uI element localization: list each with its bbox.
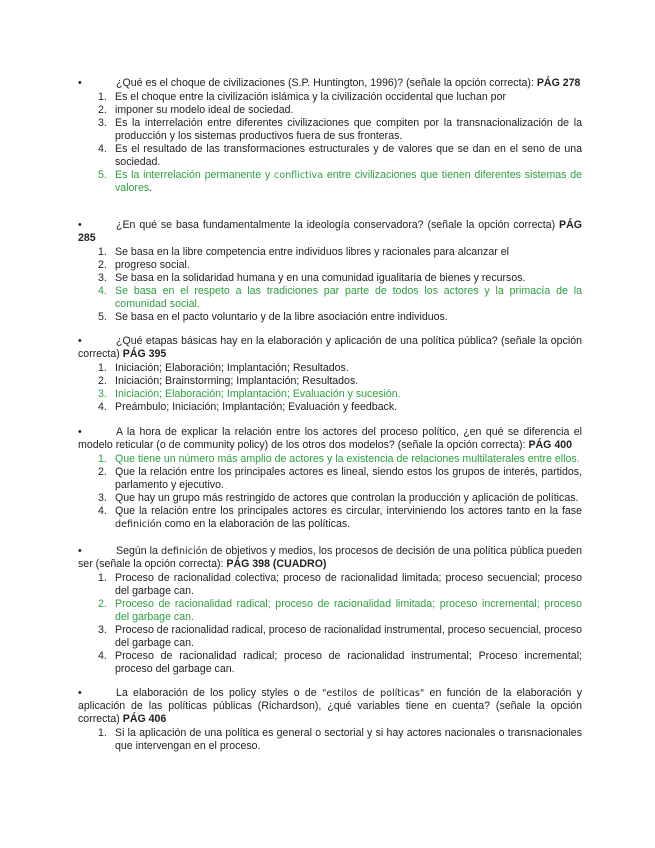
question-prompt: ¿Qué etapas básicas hay en la elaboración y aplicación de una política pública? (señale la opción correcta) [78, 335, 582, 360]
page-reference: PÁG 400 [528, 439, 573, 451]
options-list [78, 246, 582, 324]
option-1: 1. Se basa en la libre competencia entre individuos libres y racionales para alcanzar el [98, 246, 509, 258]
question-1 [78, 77, 582, 195]
bullet: • [78, 545, 82, 557]
options-list [78, 727, 582, 753]
bullet: • [78, 219, 82, 231]
option-3: 3. Proceso de racionalidad radical, proceso de racionalidad instrumental, proceso secuencial, proceso del garbage can. [98, 624, 582, 649]
question-5 [78, 545, 582, 676]
option-3: 3. Se basa en la solidaridad humana y en una comunidad igualitaria de bienes y recursos. [98, 272, 526, 284]
bullet: • [78, 335, 82, 347]
option-4: 4. Que la relación entre los principales actores es circular, interviniendo los actores tanto en la fase definición como en la elaboración de las políticas. [98, 505, 582, 530]
question-4 [78, 426, 582, 531]
question-text [78, 335, 582, 361]
question-text: • La elaboración de los policy styles o de "estilos de políticas" en función de la elaboración y aplicación de las políticas públicas (Richardson), ¿qué variables tiene en cuenta? (señale la opción correcta) PÁG 406 [78, 687, 582, 725]
option-5-correct: 5. Es la interrelación permanente y conflictiva entre civilizaciones que tienen diferentes sistemas de valores. [98, 169, 582, 194]
option-4-correct: 4. Se basa en el respeto a las tradiciones par parte de todos los actores y la primacía de la comunidad social. [98, 285, 582, 310]
option-4: 4. Es el resultado de las transformaciones estructurales y de valores que se dan en el seno de una sociedad. [98, 143, 582, 168]
page-reference: PÁG 278 [536, 77, 581, 89]
option-2: 2. imponer su modelo ideal de sociedad. [98, 104, 294, 116]
option-4: 4. Proceso de racionalidad radical; proceso de racionalidad instrumental; Proceso incremental; proceso del garbage can. [98, 650, 582, 675]
question-6 [78, 687, 582, 753]
option-2: 2. Iniciación; Brainstorming; Implantación; Resultados. [98, 375, 359, 387]
bullet: • [78, 687, 82, 699]
option-2-correct: 2. Proceso de racionalidad radical; proceso de racionalidad limitada; proceso incremental; proceso del garbage can. [98, 598, 582, 623]
keyword: "estilos de políticas" [321, 688, 425, 699]
option-1: 1. Proceso de racionalidad colectiva; proceso de racionalidad limitada; proceso secuencial; proceso del garbage can. [98, 572, 582, 597]
question-text [78, 77, 582, 90]
question-prompt: ¿En qué se basa fundamentalmente la ideología conservadora? (señale la opción correcta) [116, 219, 560, 231]
keyword: definición [160, 546, 208, 557]
question-prompt: ¿Qué es el choque de civilizaciones (S.P. Huntington, 1996)? (señale la opción correcta): [116, 77, 537, 89]
page-reference: PÁG 406 [122, 713, 167, 725]
option-2: 2. Que la relación entre los principales actores es lineal, siendo estos los grupos de interés, partidos, parlamento y ejecutivo. [98, 466, 582, 491]
question-3 [78, 335, 582, 414]
question-2 [78, 219, 582, 324]
option-1-correct: 1. Que tiene un número más amplio de actores y la existencia de relaciones multilaterales entre ellos. [98, 453, 580, 465]
option-1: 1. Iniciación; Elaboración; Implantación; Resultados. [98, 362, 349, 374]
option-3: 3. Que hay un grupo más restringido de actores que controlan la producción y aplicación de políticas. [98, 492, 579, 504]
keyword: conflictiva [273, 170, 324, 181]
options-list [78, 91, 582, 195]
question-prompt: Según la [116, 545, 161, 557]
option-2: 2. progreso social. [98, 259, 190, 271]
option-1: 1. Si la aplicación de una política es general o sectorial y si hay actores nacionales o transnacionales que intervengan en el proceso. [98, 727, 582, 752]
question-prompt: A la hora de explicar la relación entre los actores del proceso político, ¿en qué se diferencia el modelo reticular (o de community policy) de los otros dos modelos? (señale la opción correcta): [78, 426, 582, 451]
options-list [78, 572, 582, 676]
page-reference: PÁG 398 (CUADRO) [226, 558, 327, 570]
question-text: • Según la definición de objetivos y medios, los procesos de decisión de una política pública pueden ser (señale la opción correcta): PÁG 398 (CUADRO) [78, 545, 583, 570]
page-reference: PÁG 285 [78, 219, 582, 244]
option-5: 5. Se basa en el pacto voluntario y de la libre asociación entre individuos. [98, 311, 448, 323]
bullet: • [78, 426, 82, 438]
question-prompt: La elaboración de los policy styles o de [116, 687, 322, 699]
question-text [78, 219, 582, 245]
question-text [78, 426, 582, 452]
options-list [78, 453, 582, 531]
option-3-correct: 3. Iniciación; Elaboración; Implantación; Evaluación y sucesión. [98, 388, 401, 400]
option-4: 4. Preámbulo; Iniciación; Implantación; Evaluación y feedback. [98, 401, 398, 413]
option-3: 3. Es la interrelación entre diferentes civilizaciones que compiten por la transnacionalización de la producción y los sistemas productivos fuera de sus fronteras. [98, 117, 582, 142]
page-reference: PÁG 395 [122, 348, 167, 360]
option-1: 1. Es el choque entre la civilización islámica y la civilización occidental que luchan por [98, 91, 506, 103]
bullet: • [78, 77, 82, 89]
keyword: definición [115, 519, 162, 530]
options-list [78, 362, 582, 414]
